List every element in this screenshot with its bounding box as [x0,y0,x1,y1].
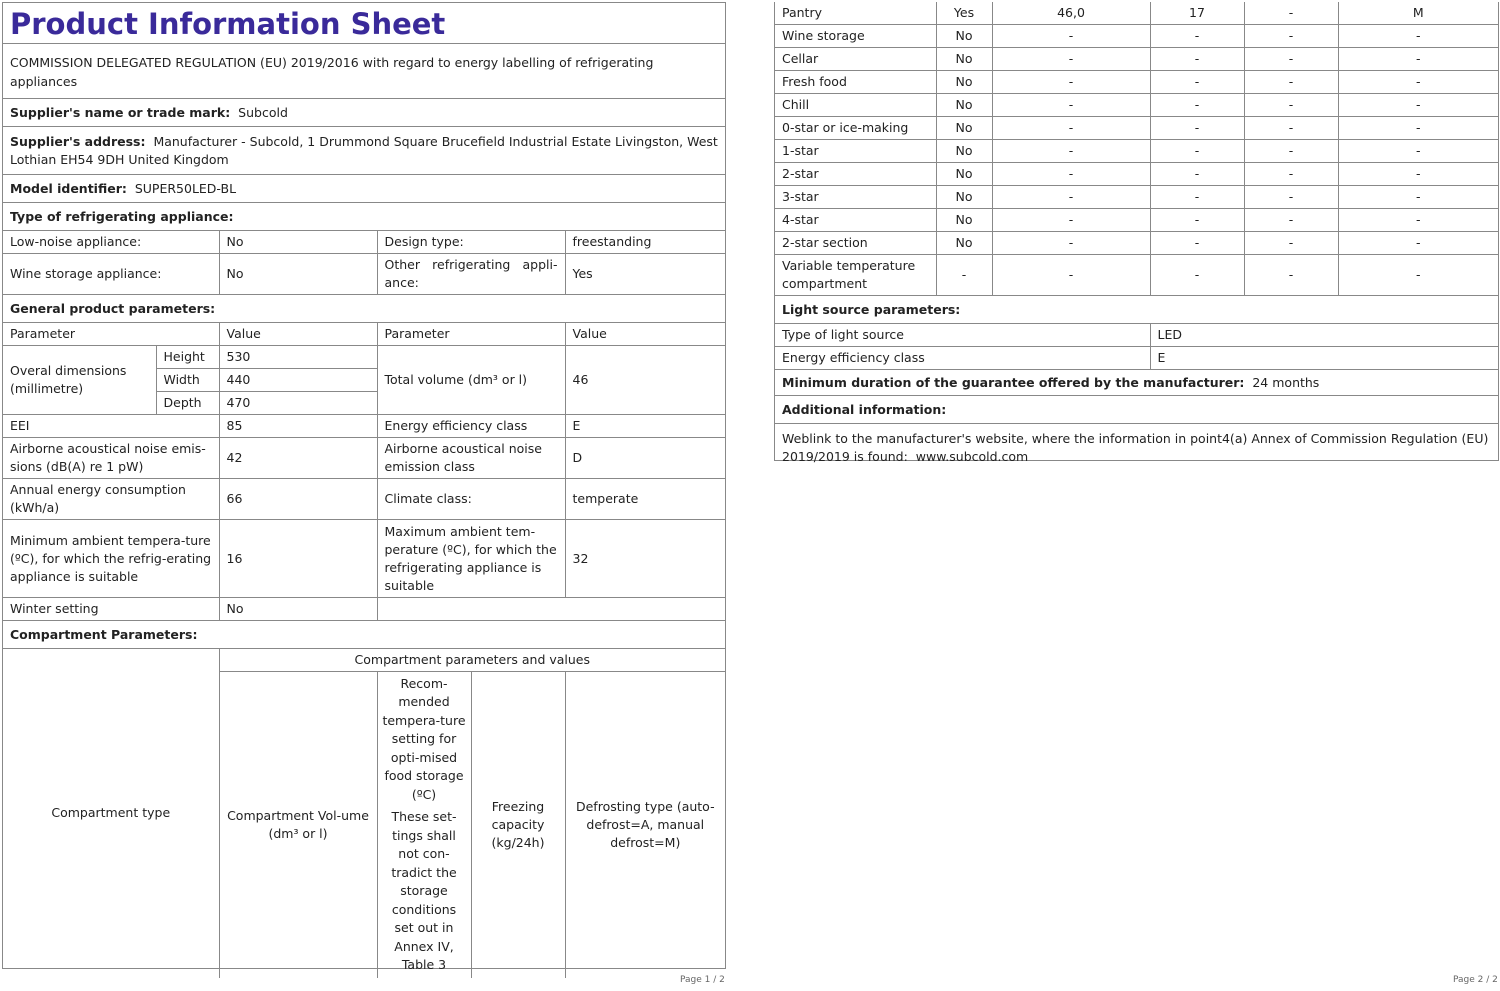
value-header-right: Value [565,323,725,346]
compartment-present-cell: No [936,186,992,209]
type-label: Type of refrigerating appliance: [3,203,725,231]
compartment-type-cell: Chill [775,94,936,117]
total-volume-value: 46 [565,346,725,415]
compartment-type-cell: 2-star section [775,232,936,255]
compartment-row [775,94,1498,117]
compartment-type-cell: Pantry [775,2,936,25]
model-identifier: SUPER50LED-BL [134,180,237,196]
compartment-defrost-cell: - [1338,25,1498,48]
low-noise-label: Low-noise appliance: [3,231,219,254]
light-source-label: Light source parameters: [775,296,1498,324]
compartment-temp-cell: - [1150,186,1244,209]
compartment-type-cell: 0-star or ice-making [775,117,936,140]
compartment-freezing-cell: - [1244,163,1338,186]
param-header-left: Parameter [3,323,219,346]
compartment-temp-cell: - [1150,25,1244,48]
page-1 [2,2,726,973]
supplier-address-row [3,127,725,175]
compartment-defrost-cell: - [1338,232,1498,255]
compartment-temp-cell: - [1150,94,1244,117]
compartment-defrost-cell: - [1338,117,1498,140]
compartment-freezing-cell: - [1244,2,1338,25]
compartment-temp-cell: - [1150,48,1244,71]
compartment-type-cell: 3-star [775,186,936,209]
width-label: Width [156,369,219,392]
guarantee-row [775,370,1498,396]
compartment-row [775,163,1498,186]
compartment-freezing-cell: - [1244,255,1338,296]
climate-label: Climate class: [377,479,565,520]
recommended-temp-header: Recom-mended tempera-ture setting for opti-mised food storage (ºC) [382,675,466,802]
compartment-temp-cell: - [1150,232,1244,255]
additional-info-label: Additional information: [775,396,1498,424]
compartment-volume-cell: - [992,163,1150,186]
light-type-value: LED [1150,324,1498,347]
compartment-defrost-cell: - [1338,140,1498,163]
compartment-volume-cell: - [992,25,1150,48]
supplier-address: Manufacturer - Subcold, 1 Drummond Square Brucefield Industrial Estate Livingston, West Lothian EH54 9DH United Kingdom [10,133,718,167]
supplier-name-row [3,99,725,127]
compartment-present-cell: No [936,94,992,117]
annual-energy-label: Annual energy consumption (kWh/a) [3,479,219,520]
compartment-temp-cell: - [1150,117,1244,140]
noise-class-label: Airborne acoustical noise emission class [377,438,565,479]
compartment-table [775,2,1498,472]
compartment-temp-cell: 17 [1150,2,1244,25]
compartment-freezing-cell: - [1244,25,1338,48]
supplier-address-label: Supplier's address: [10,133,146,149]
compartment-type-cell: Wine storage [775,25,936,48]
eei-value: 85 [219,415,377,438]
compartment-row [775,48,1498,71]
compartment-freezing-cell: - [1244,48,1338,71]
height-value: 530 [219,346,377,369]
compartment-volume-cell: - [992,255,1150,296]
supplier-name-label: Supplier's name or trade mark: [10,104,231,120]
noise-class-value: D [565,438,725,479]
compartment-type-cell: 2-star [775,163,936,186]
compartment-present-cell: No [936,163,992,186]
weblink[interactable]: www.subcold.com [915,448,1029,464]
compartment-row [775,2,1498,25]
other-appliance-label: Other refrigerating appli-ance: [377,254,565,295]
depth-value: 470 [219,392,377,415]
compartment-type-cell: 1-star [775,140,936,163]
weblink-row [775,424,1498,472]
product-info-table [3,3,725,978]
compartment-row [775,255,1498,296]
max-ambient-value: 32 [565,520,725,598]
compartment-defrost-cell: - [1338,94,1498,117]
total-volume-label: Total volume (dm³ or l) [377,346,565,415]
param-header-right: Parameter [377,323,565,346]
compartment-present-cell: No [936,232,992,255]
model-row [3,175,725,203]
design-type-label: Design type: [377,231,565,254]
other-appliance-value: Yes [565,254,725,295]
compartment-row [775,209,1498,232]
defrosting-type-header: Defrosting type (auto-defrost=A, manual defrost=M) [565,672,725,978]
compartment-present-cell: No [936,117,992,140]
width-value: 440 [219,369,377,392]
compartment-defrost-cell: - [1338,186,1498,209]
light-class-value: E [1150,347,1498,370]
compartment-temp-cell: - [1150,163,1244,186]
compartment-volume-cell: - [992,232,1150,255]
compartment-defrost-cell: M [1338,2,1498,25]
compartment-present-cell: Yes [936,2,992,25]
min-ambient-label: Minimum ambient tempera-ture (ºC), for which the refrig-erating appliance is suitable [3,520,219,598]
compartment-type-header: Compartment type [3,649,219,978]
compartment-present-cell: No [936,209,992,232]
design-type-value: freestanding [565,231,725,254]
compartment-volume-header: Compartment Vol-ume (dm³ or l) [219,672,377,978]
regulation-text: COMMISSION DELEGATED REGULATION (EU) 2019/2016 with regard to energy labelling of refrigerating appliances [3,44,725,99]
compartment-row [775,117,1498,140]
energy-class-value: E [565,415,725,438]
comp-params-values-header: Compartment parameters and values [219,649,725,672]
compartment-freezing-cell: - [1244,232,1338,255]
compartment-volume-cell: - [992,117,1150,140]
compartment-volume-cell: - [992,140,1150,163]
compartment-freezing-cell: - [1244,117,1338,140]
page-2 [774,2,1499,464]
compartment-row [775,186,1498,209]
compartment-volume-cell: - [992,94,1150,117]
value-header-left: Value [219,323,377,346]
weblink-label: Weblink to the manufacturer's website, where the information in point4(a) Annex of Commission Regulation (EU) 2019/2019 is found: [782,430,1489,464]
low-noise-value: No [219,231,377,254]
climate-value: temperate [565,479,725,520]
compartment-defrost-cell: - [1338,255,1498,296]
compartment-freezing-cell: - [1244,209,1338,232]
page-1-number: Page 1 / 2 [680,975,725,985]
compartment-volume-cell: - [992,209,1150,232]
compartment-volume-cell: - [992,186,1150,209]
noise-emissions-value: 42 [219,438,377,479]
general-params-label: General product parameters: [3,295,725,323]
winter-empty [377,598,725,621]
compartment-volume-cell: 46,0 [992,2,1150,25]
compartment-temp-cell: - [1150,209,1244,232]
model-label: Model identifier: [10,180,127,196]
page-title: Product Information Sheet [10,7,446,41]
recommended-temp-cell [377,672,471,978]
recommended-temp-note: These set-tings shall not con-tradict the storage conditions set out in Annex IV, Table 3 [391,809,457,973]
compartment-present-cell: No [936,71,992,94]
winter-label: Winter setting [3,598,219,621]
compartment-defrost-cell: - [1338,48,1498,71]
overall-dims-label: Overal dimensions (millimetre) [3,346,156,415]
eei-label: EEI [3,415,219,438]
compartment-row [775,232,1498,255]
compartment-freezing-cell: - [1244,186,1338,209]
noise-emissions-label: Airborne acoustical noise emis-sions (dB(A) re 1 pW) [3,438,219,479]
compartment-present-cell: No [936,48,992,71]
compartment-freezing-cell: - [1244,71,1338,94]
guarantee-value: 24 months [1252,374,1320,390]
compartment-present-cell: - [936,255,992,296]
supplier-name: Subcold [238,104,288,120]
max-ambient-label: Maximum ambient tem-perature (ºC), for which the refrigerating appliance is suitable [377,520,565,598]
compartment-freezing-cell: - [1244,140,1338,163]
light-type-label: Type of light source [775,324,1150,347]
compartment-temp-cell: - [1150,140,1244,163]
compartment-present-cell: No [936,25,992,48]
compartment-type-cell: Fresh food [775,71,936,94]
compartment-defrost-cell: - [1338,163,1498,186]
compartment-type-cell: 4-star [775,209,936,232]
energy-class-label: Energy efficiency class [377,415,565,438]
compartment-volume-cell: - [992,71,1150,94]
height-label: Height [156,346,219,369]
annual-energy-value: 66 [219,479,377,520]
wine-storage-label: Wine storage appliance: [3,254,219,295]
compartment-row [775,25,1498,48]
compartment-params-label: Compartment Parameters: [3,621,725,649]
compartment-defrost-cell: - [1338,209,1498,232]
freezing-capacity-header: Freezing capacity (kg/24h) [471,672,565,978]
winter-value: No [219,598,377,621]
guarantee-label: Minimum duration of the guarantee offered by the manufacturer: [782,374,1245,390]
light-class-label: Energy efficiency class [775,347,1150,370]
compartment-type-cell: Cellar [775,48,936,71]
depth-label: Depth [156,392,219,415]
compartment-present-cell: No [936,140,992,163]
compartment-volume-cell: - [992,48,1150,71]
compartment-row [775,140,1498,163]
compartment-defrost-cell: - [1338,71,1498,94]
compartment-temp-cell: - [1150,255,1244,296]
compartment-row [775,71,1498,94]
compartment-type-cell: Variable temperature compartment [775,255,936,296]
compartment-temp-cell: - [1150,71,1244,94]
page-2-number: Page 2 / 2 [1453,975,1498,985]
wine-storage-value: No [219,254,377,295]
min-ambient-value: 16 [219,520,377,598]
compartment-freezing-cell: - [1244,94,1338,117]
